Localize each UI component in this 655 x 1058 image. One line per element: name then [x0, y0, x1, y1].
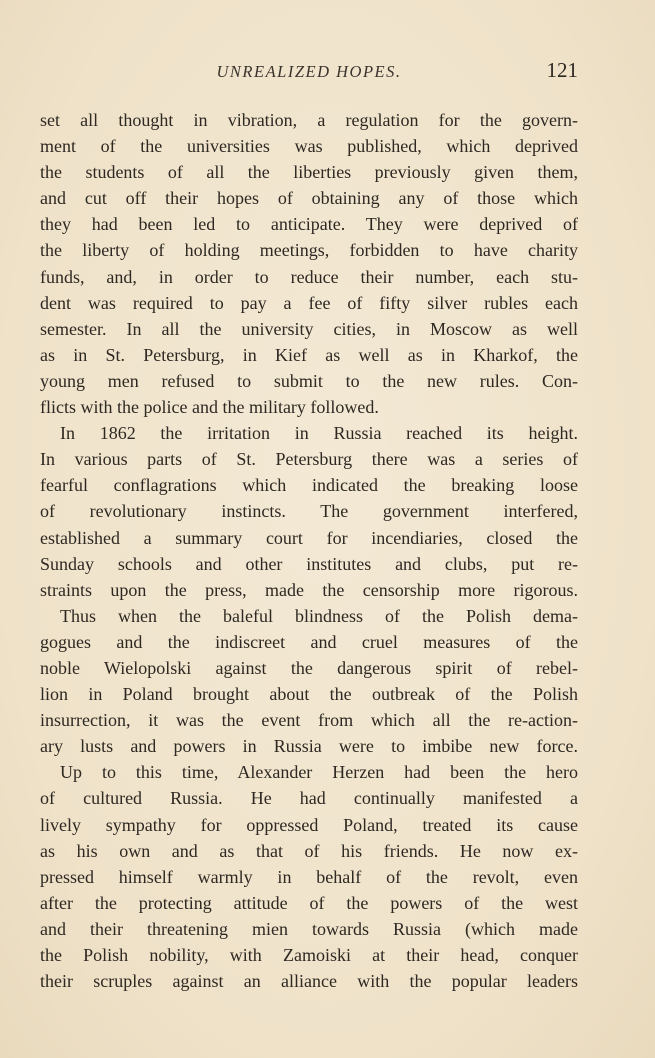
running-head: [40, 58, 578, 88]
text-line: their scruples against an alliance with the popular leaders: [40, 971, 578, 992]
text-line: they had been led to anticipate. They were deprived of: [40, 214, 578, 235]
text-line: straints upon the press, made the censorship more rigorous.: [40, 579, 578, 600]
text-line: Up to this time, Alexander Herzen had been the hero: [60, 762, 578, 783]
text-line: insurrection, it was the event from which all the re-action-: [40, 710, 578, 731]
text-line: as his own and as that of his friends. He now ex-: [40, 840, 578, 861]
text-line: and cut off their hopes of obtaining any of those which: [40, 188, 578, 209]
text-line: Thus when the baleful blindness of the Polish dema-: [60, 605, 578, 626]
text-line: the Polish nobility, with Zamoiski at their head, conquer: [40, 945, 578, 965]
text-line: lion in Poland brought about the outbreak of the Polish: [40, 684, 578, 705]
text-line: after the protecting attitude of the powers of the west: [40, 892, 578, 913]
text-line: the students of all the liberties previously given them,: [40, 162, 578, 183]
text-line: lively sympathy for oppressed Poland, treated its cause: [40, 814, 578, 835]
text-line: established a summary court for incendiaries, closed the: [40, 527, 578, 548]
text-line: pressed himself warmly in behalf of the revolt, even: [40, 866, 578, 887]
text-line: In 1862 the irritation in Russia reached its height.: [60, 423, 578, 444]
text-line: In various parts of St. Petersburg there was a series of: [40, 449, 578, 470]
text-line: flicts with the police and the military followed.: [40, 397, 379, 418]
text-line: and their threatening mien towards Russia (which made: [40, 918, 578, 939]
text-line: ment of the universities was published, which deprived: [40, 136, 578, 157]
body-text: [40, 107, 578, 994]
text-line: Sunday schools and other institutes and clubs, put re-: [40, 553, 578, 574]
text-line: the liberty of holding meetings, forbidden to have charity: [40, 240, 578, 261]
text-line: set all thought in vibration, a regulation for the govern-: [40, 110, 578, 130]
text-line: gogues and the indiscreet and cruel measures of the: [40, 631, 578, 652]
page-number: 121: [546, 58, 578, 82]
text-line: of revolutionary instincts. The government interfered,: [40, 501, 578, 522]
text-line: of cultured Russia. He had continually manifested a: [40, 788, 578, 809]
text-line: funds, and, in order to reduce their number, each stu-: [40, 266, 578, 287]
text-line: noble Wielopolski against the dangerous spirit of rebel-: [40, 657, 578, 678]
text-line: as in St. Petersburg, in Kief as well as in Kharkof, the: [40, 344, 578, 365]
text-line: fearful conflagrations which indicated the breaking loose: [40, 475, 578, 496]
text-line: ary lusts and powers in Russia were to imbibe new force.: [40, 736, 578, 757]
text-line: semester. In all the university cities, in Moscow as well: [40, 318, 578, 339]
text-line: dent was required to pay a fee of fifty silver rubles each: [40, 292, 578, 313]
running-title: UNREALIZED HOPES.: [216, 62, 402, 81]
text-line: young men refused to submit to the new rules. Con-: [40, 370, 578, 391]
